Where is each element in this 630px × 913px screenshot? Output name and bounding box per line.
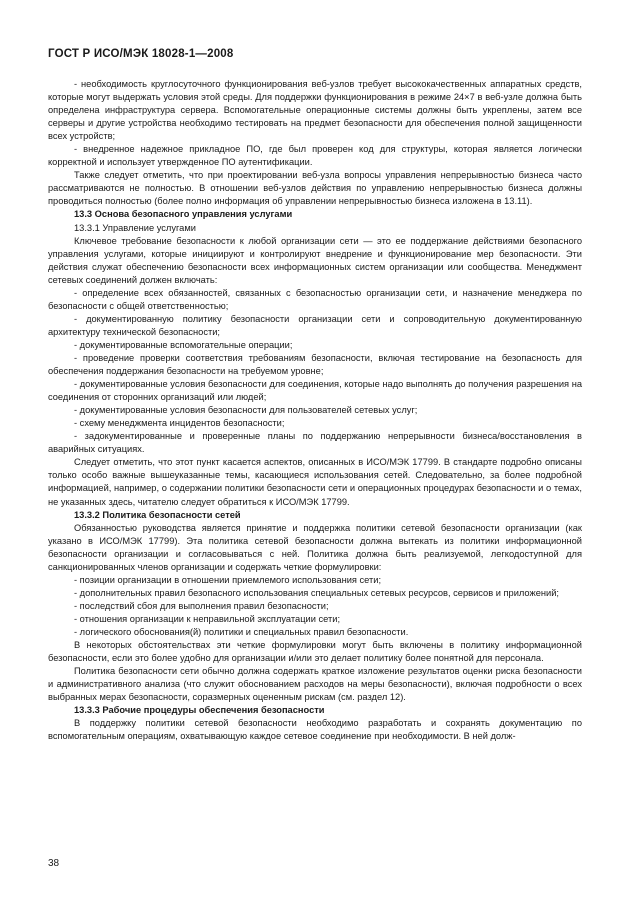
paragraph: - необходимость круглосуточного функционирования веб-узлов требует высококачественных аппаратных средств, которые могут выдержать условия этой среды. Для поддержки функционирования в режиме 24×7 в веб-узле должна быть определена инфраструктура сервера. Вспомогательные операционные системы должны быть укреплены, затем все серверы и другие устройства необходимо тестировать на предмет безопасности для обеспечения полной защищенности всех устройств; [48,79,582,142]
paragraph: В некоторых обстоятельствах эти четкие формулировки могут быть включены в политику информационной безопасности, если это более удобно для организации и/или это делает политику более понятной для персонала. [48,640,582,664]
paragraph: - документированные условия безопасности для пользователей сетевых услуг; [74,405,418,416]
paragraph: - дополнительных правил безопасного использования специальных сетевых ресурсов, сервисов и приложений; [74,587,559,598]
paragraph: - позиции организации в отношении приемлемого использования сети; [74,574,382,585]
paragraph: Обязанностью руководства является принятие и поддержка политики сетевой безопасности организации (как указано в ИСО/МЭК 17799). Эта политика сетевой безопасности должна вытекать из политики информационной безопасности организации и согласовываться с ней. Политика должна быть реализуемой, легкодоступной для санкционированных членов организации и содержать четкие формулировки: [48,522,582,572]
section-heading: 13.3.1 Управление услугами [74,222,196,233]
paragraph: Ключевое требование безопасности к любой организации сети — это ее поддержание действиями безопасного управления услугами, которые инициируют и контролируют внедрение и функционирование мер безопасности. Эти действия служат обеспечению безопасности всех информационных систем организации или сообщества. Менеджмент сетевых соединений должен включать: [48,235,582,285]
paragraph: - схему менеджмента инцидентов безопасности; [74,418,285,429]
section-heading: 13.3.3 Рабочие процедуры обеспечения безопасности [74,705,325,716]
document-header: ГОСТ Р ИСО/МЭК 18028-1—2008 [48,48,234,60]
paragraph: - документированные условия безопасности для соединения, которые надо выполнять до получения разрешения на соединения от сторонних организаций или людей; [48,379,582,403]
section-heading: 13.3 Основа безопасного управления услугами [74,209,293,220]
paragraph: - документированную политику безопасности организации сети и сопроводительную документированную архитектуру технической безопасности; [48,313,582,337]
paragraph: Следует отметить, что этот пункт касается аспектов, описанных в ИСО/МЭК 17799. В стандарте подробно описаны только особо важные вышеуказанные темы, касающиеся использования сетей. Следовательно, за более подробной информацией, например, о содержании политики безопасности сети и операционных процедурах безопасности и о темах, не указанных здесь, читателю следует обратиться к ИСО/МЭК 17799. [48,457,582,507]
paragraph: - отношения организации к неправильной эксплуатации сети; [74,613,341,624]
page-number: 38 [48,858,60,869]
paragraph: В поддержку политики сетевой безопасности необходимо разработать и сохранять документацию по вспомогательным операциям, охватывающую каждое сетевое соединение при необходимости. В ней долж- [48,718,582,742]
paragraph: - определение всех обязанностей, связанных с безопасностью организации сети, и назначение менеджера по безопасности с общей ответственностью; [48,287,582,311]
paragraph: - задокументированные и проверенные планы по поддержанию непрерывности бизнеса/восстановления в аварийных ситуациях. [48,431,582,455]
paragraph: - документированные вспомогательные операции; [74,339,293,350]
paragraph: Также следует отметить, что при проектировании веб-узла вопросы управления непрерывностью бизнеса часто рассматриваются не полностью. В отношении веб-узлов действия по управлению непрерывностью бизнеса должны проводиться полностью (более полно информация об управлении непрерывностью бизнеса изложена в 13.11). [48,170,582,207]
section-heading: 13.3.2 Политика безопасности сетей [74,509,241,520]
document-body [48,78,582,743]
paragraph: - проведение проверки соответствия требованиям безопасности, включая тестирование на безопасность для обеспечения поддержания безопасности на требуемом уровне; [48,352,582,377]
paragraph: - логического обоснования(й) политики и специальных правил безопасности. [74,626,409,637]
paragraph: Политика безопасности сети обычно должна содержать краткое изложение результатов оценки риска безопасности и административного анализа (что служит обоснованием расходов на меры безопасности), включая подробности о всех выбранных мерах безопасности, соразмерных оцененным рискам (см. раздел 12). [48,666,582,703]
paragraph: - внедренное надежное прикладное ПО, где был проверен код для структуры, которая является логически корректной и использует утвержденное ПО аутентификации. [48,144,582,168]
paragraph: - последствий сбоя для выполнения правил безопасности; [74,600,329,611]
